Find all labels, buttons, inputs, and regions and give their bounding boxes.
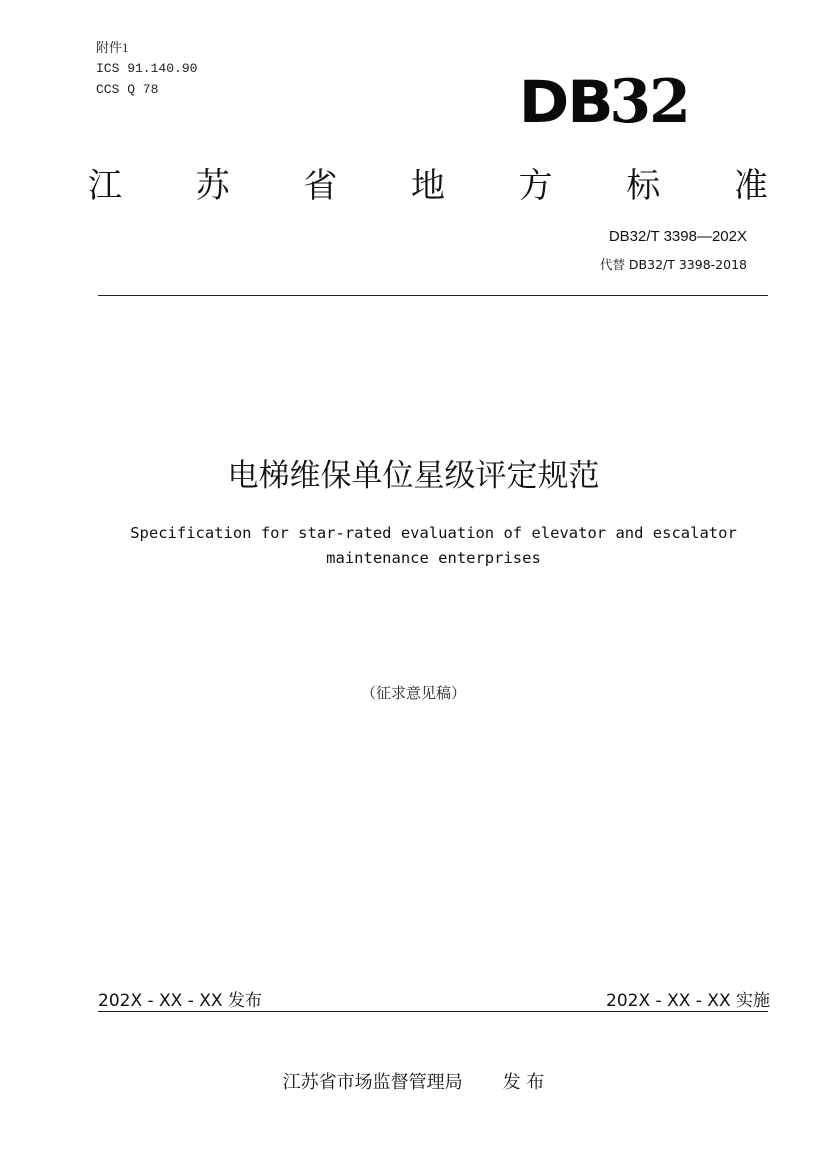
standard-type-heading xyxy=(88,158,768,207)
standard-number: DB32/T 3398—202X xyxy=(608,228,747,245)
issuer-name: 江苏省市场监督管理局 xyxy=(282,1072,463,1093)
standard-type-char: 江 xyxy=(88,166,122,206)
bottom-divider xyxy=(98,1011,768,1012)
draft-note: （征求意见稿） xyxy=(360,684,466,702)
standard-type-char: 准 xyxy=(733,166,768,206)
logo-number-text: 32 xyxy=(609,67,689,137)
ccs-code: CCS Q 78 xyxy=(96,82,159,97)
document-title-en xyxy=(60,521,807,571)
standard-type-char: 方 xyxy=(518,166,553,206)
standard-type-char: 省 xyxy=(303,166,338,206)
top-divider xyxy=(98,295,768,296)
document-title-zh: 电梯维保单位星级评定规范 xyxy=(227,458,600,494)
standard-type-char: 标 xyxy=(626,166,661,206)
title-en-line: maintenance enterprises xyxy=(326,549,541,567)
annex-label: 附件1 xyxy=(96,40,129,55)
logo-db-text: DB xyxy=(518,68,612,136)
issuer-line xyxy=(0,1068,827,1094)
standard-type-char: 苏 xyxy=(195,166,230,206)
issuer-action: 发 布 xyxy=(502,1072,545,1093)
issue-date: 202X - XX - XX 发布 xyxy=(98,991,262,1011)
db32-logo xyxy=(518,67,711,137)
standard-type-char: 地 xyxy=(410,166,445,206)
replaces-note: 代替 DB32/T 3398-2018 xyxy=(599,257,747,272)
title-en-line: Specification for star-rated evaluation of elevator and escalator xyxy=(130,524,737,542)
implementation-date: 202X - XX - XX 实施 xyxy=(606,991,770,1011)
ics-code: ICS 91.140.90 xyxy=(96,61,198,76)
